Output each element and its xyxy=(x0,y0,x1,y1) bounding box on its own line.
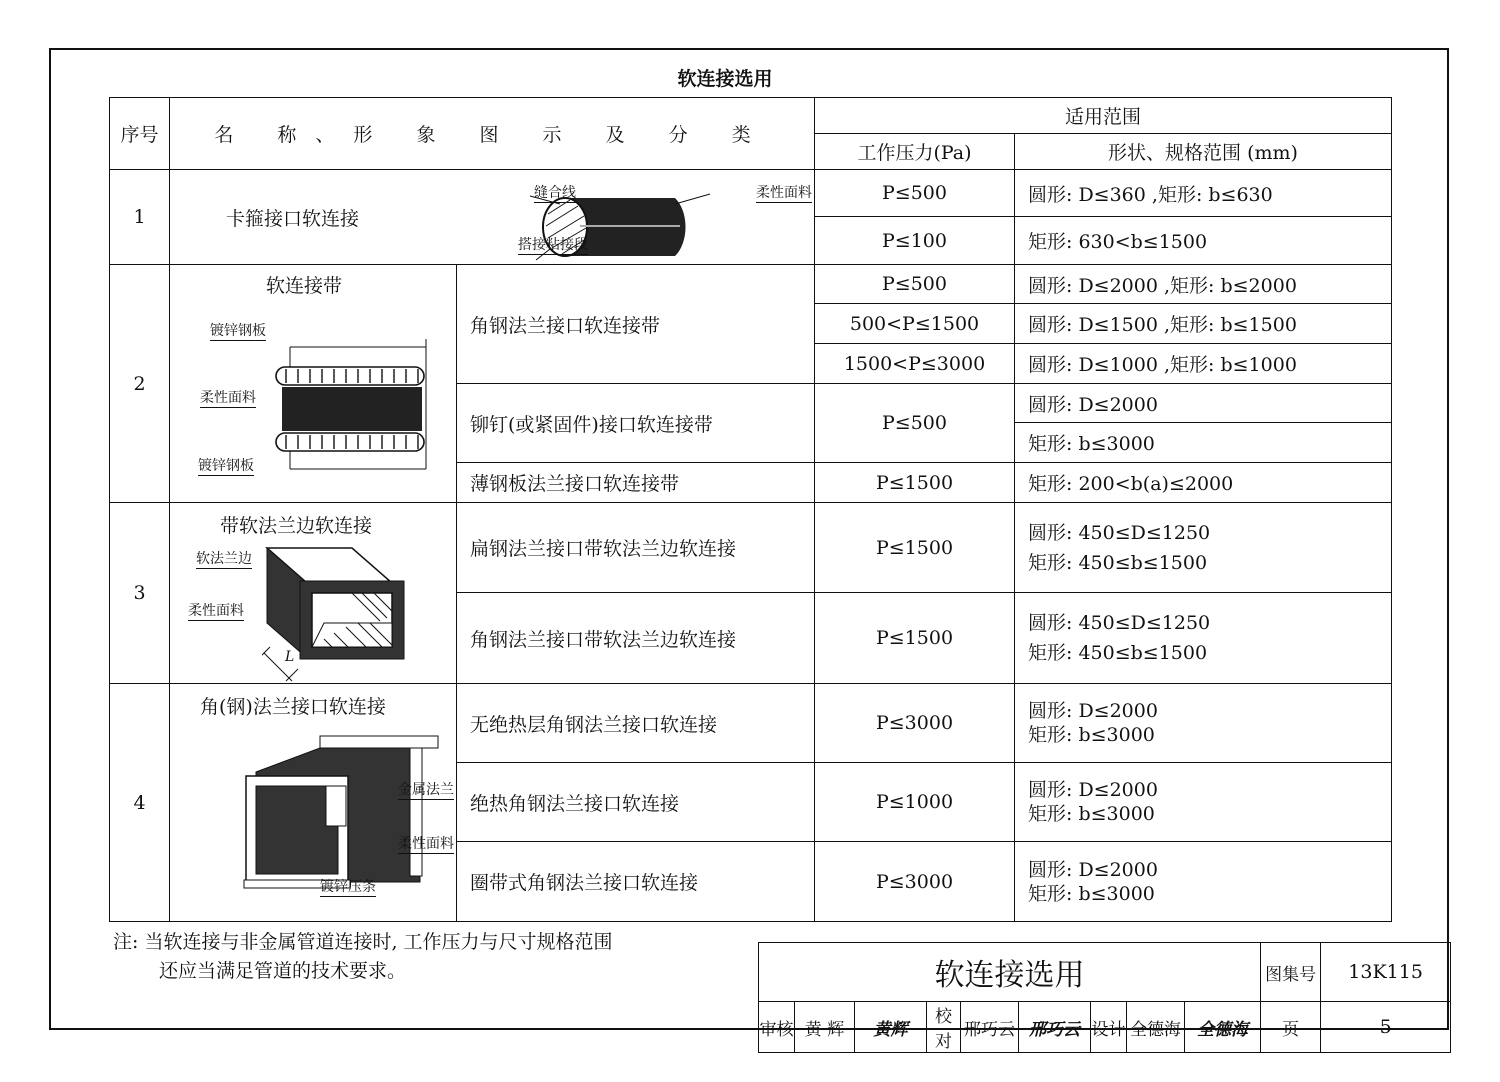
row3-shape-2-rect: 矩形: 450≤b≤1500 xyxy=(1028,642,1208,664)
header-scope: 适用范围 xyxy=(815,98,1392,134)
row3-group: 带软法兰边软连接 xyxy=(220,515,373,537)
row4-figure-cell xyxy=(170,684,457,922)
row2-type-2: 铆钉(或紧固件)接口软连接带 xyxy=(457,384,815,463)
label-flexible-fabric: 柔性面料 xyxy=(756,182,812,203)
row4-shape-1 xyxy=(1015,684,1392,763)
row1-name-cell xyxy=(170,170,815,265)
row3-no: 3 xyxy=(110,503,170,684)
row2-shape-4: 圆形: D≤2000 xyxy=(1015,384,1392,423)
label-galvanized-top: 镀锌钢板 xyxy=(210,320,266,341)
label-lap-bond: 搭接粘接段 xyxy=(518,234,588,255)
row4-pressure-2: P≤1000 xyxy=(815,763,1015,842)
row4-group: 角(钢)法兰接口软连接 xyxy=(200,696,386,718)
label-seam: 缝合线 xyxy=(534,182,576,203)
row2-shape-2: 圆形: D≤1500 ,矩形: b≤1500 xyxy=(1015,304,1392,344)
row3-shape-1-rect: 矩形: 450≤b≤1500 xyxy=(1028,551,1208,574)
row2-no: 2 xyxy=(110,265,170,503)
row1-shape-1: 圆形: D≤360 ,矩形: b≤630 xyxy=(1015,170,1392,217)
label-soft-flange: 软法兰边 xyxy=(196,548,252,569)
footnote-line-2: 还应当满足管道的技术要求。 xyxy=(159,960,407,982)
check-label: 校对 xyxy=(927,1002,961,1053)
row2-pressure-2: 500<P≤1500 xyxy=(815,304,1015,344)
review-signature: 黄辉 xyxy=(855,1002,927,1053)
header-shape: 形状、规格范围 (mm) xyxy=(1015,134,1392,170)
check-signature: 邢巧云 xyxy=(1019,1002,1091,1053)
row4-type-1: 无绝热层角钢法兰接口软连接 xyxy=(457,684,815,763)
label-dimension-l: L xyxy=(285,649,295,665)
row3-shape-1 xyxy=(1015,503,1392,593)
row3-figure-cell xyxy=(170,503,457,684)
row4-shape-2 xyxy=(1015,763,1392,842)
row4-type-2: 绝热角钢法兰接口软连接 xyxy=(457,763,815,842)
row4-pressure-1: P≤3000 xyxy=(815,684,1015,763)
row4-type-3: 圈带式角钢法兰接口软连接 xyxy=(457,842,815,922)
row1-name: 卡箍接口软连接 xyxy=(226,208,360,230)
footnote-line-1: 注: 当软连接与非金属管道连接时, 工作压力与尺寸规格范围 xyxy=(113,931,613,953)
row4-shape-1-rect: 矩形: b≤3000 xyxy=(1028,724,1155,746)
row3-type-1: 扁钢法兰接口带软法兰边软连接 xyxy=(457,503,815,593)
row2-shape-6: 矩形: 200<b(a)≤2000 xyxy=(1015,463,1392,503)
row2-pressure-3: 1500<P≤3000 xyxy=(815,344,1015,384)
row3-shape-1-round: 圆形: 450≤D≤1250 xyxy=(1028,521,1211,544)
design-signature: 全德海 xyxy=(1185,1002,1261,1053)
design-label: 设计 xyxy=(1091,1002,1127,1053)
row4-shape-3-round: 圆形: D≤2000 xyxy=(1028,858,1158,881)
row2-pressure-1: P≤500 xyxy=(815,265,1015,304)
row3-shape-2 xyxy=(1015,593,1392,684)
page-label: 页 xyxy=(1261,1002,1321,1053)
row3-type-2: 角钢法兰接口带软法兰边软连接 xyxy=(457,593,815,684)
row4-shape-3-rect: 矩形: b≤3000 xyxy=(1028,882,1155,905)
page-title: 软连接选用 xyxy=(677,68,773,90)
footnote xyxy=(113,928,613,986)
row4-shape-1-round: 圆形: D≤2000 xyxy=(1028,700,1158,722)
header-name: 名 称、形 象 图 示 及 分 类 xyxy=(170,98,815,170)
selection-table xyxy=(109,97,1392,922)
row3-pressure-2: P≤1500 xyxy=(815,593,1015,684)
title-block-title: 软连接选用 xyxy=(759,943,1261,1002)
row2-type-1: 角钢法兰接口软连接带 xyxy=(457,265,815,384)
row2-figure-cell xyxy=(170,265,457,503)
label-flexible-fabric: 柔性面料 xyxy=(398,833,454,854)
row4-shape-3 xyxy=(1015,842,1392,922)
row4-pressure-3: P≤3000 xyxy=(815,842,1015,922)
label-flexible-fabric: 柔性面料 xyxy=(200,387,256,408)
row2-group: 软连接带 xyxy=(266,275,343,297)
label-metal-flange: 金属法兰 xyxy=(398,779,454,800)
row1-no: 1 xyxy=(110,170,170,265)
check-name: 邢巧云 xyxy=(961,1002,1019,1053)
label-flexible-fabric: 柔性面料 xyxy=(188,600,244,621)
row2-pressure-4: P≤500 xyxy=(815,384,1015,463)
row2-shape-3: 圆形: D≤1000 ,矩形: b≤1000 xyxy=(1015,344,1392,384)
row3-shape-2-round: 圆形: 450≤D≤1250 xyxy=(1028,612,1211,634)
row2-type-3: 薄钢板法兰接口软连接带 xyxy=(457,463,815,503)
header-pressure: 工作压力(Pa) xyxy=(815,134,1015,170)
header-no: 序号 xyxy=(110,98,170,170)
label-galvanized-strip: 镀锌压条 xyxy=(320,876,376,897)
row3-pressure-1: P≤1500 xyxy=(815,503,1015,593)
row2-shape-5: 矩形: b≤3000 xyxy=(1015,423,1392,463)
row1-pressure-1: P≤500 xyxy=(815,170,1015,217)
row2-pressure-6: P≤1500 xyxy=(815,463,1015,503)
atlas-no: 13K115 xyxy=(1321,943,1451,1002)
row4-shape-2-round: 圆形: D≤2000 xyxy=(1028,779,1158,801)
row4-no: 4 xyxy=(110,684,170,922)
row1-shape-2: 矩形: 630<b≤1500 xyxy=(1015,217,1392,265)
atlas-no-label: 图集号 xyxy=(1261,943,1321,1002)
row1-pressure-2: P≤100 xyxy=(815,217,1015,265)
review-name: 黄 辉 xyxy=(795,1002,855,1053)
label-galvanized-bottom: 镀锌钢板 xyxy=(198,455,254,476)
flexible-band-figure xyxy=(260,339,445,471)
review-label: 审核 xyxy=(759,1002,795,1053)
page-number: 5 xyxy=(1321,1002,1451,1053)
row4-shape-2-rect: 矩形: b≤3000 xyxy=(1028,803,1155,825)
title-block xyxy=(758,942,1451,1053)
row2-shape-1: 圆形: D≤2000 ,矩形: b≤2000 xyxy=(1015,265,1392,304)
design-name: 全德海 xyxy=(1127,1002,1185,1053)
